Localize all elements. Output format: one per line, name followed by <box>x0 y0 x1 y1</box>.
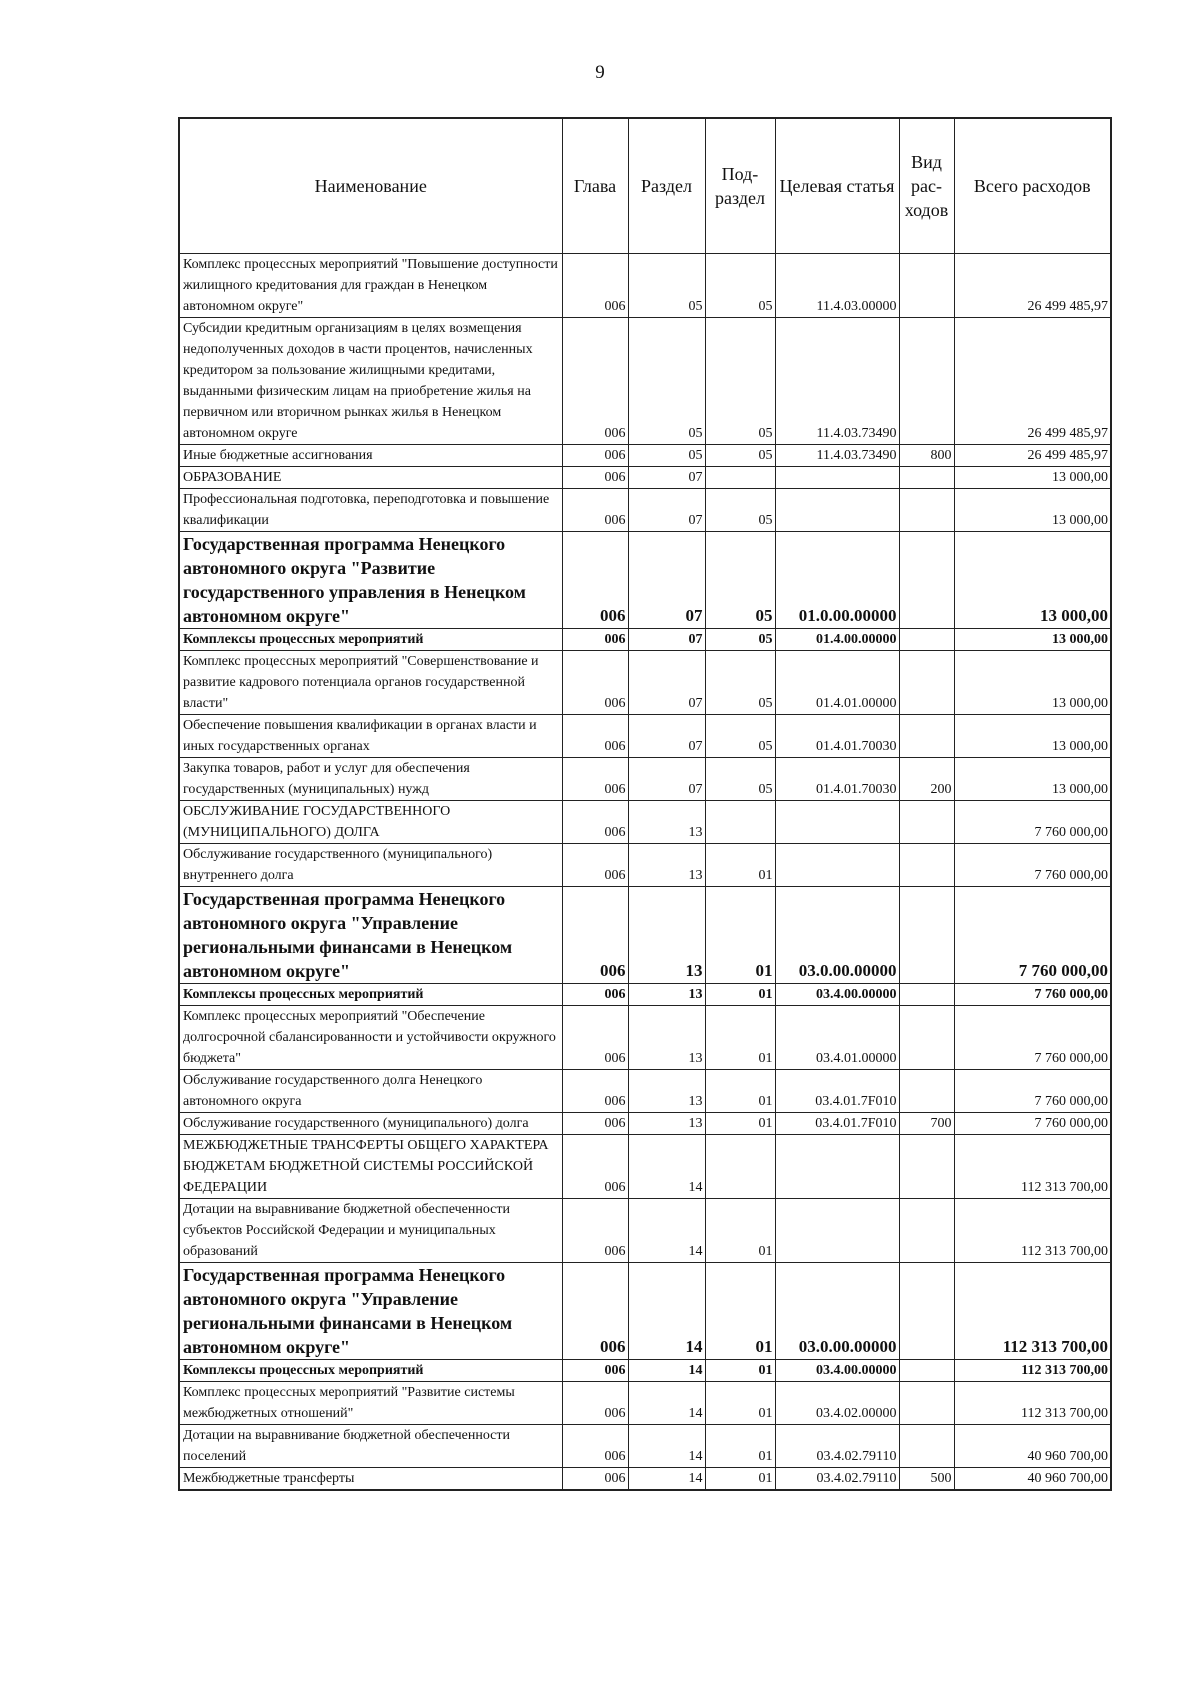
cell-total: 26 499 485,97 <box>954 445 1111 467</box>
cell-tselevaya: 03.4.02.00000 <box>775 1382 899 1425</box>
cell-glava: 006 <box>562 1263 628 1360</box>
col-header-vid: Вид рас-ходов <box>899 118 954 254</box>
cell-total: 13 000,00 <box>954 758 1111 801</box>
cell-name: Государственная программа Ненецкого автономного округа "Управление региональными финансами в Ненецком автономном округе" <box>179 1263 562 1360</box>
cell-total: 13 000,00 <box>954 629 1111 651</box>
cell-glava: 006 <box>562 445 628 467</box>
cell-tselevaya: 03.4.00.00000 <box>775 984 899 1006</box>
cell-razdel: 13 <box>628 1113 705 1135</box>
cell-vid <box>899 887 954 984</box>
cell-total: 13 000,00 <box>954 467 1111 489</box>
cell-podrazdel <box>705 467 775 489</box>
cell-name: Обеспечение повышения квалификации в органах власти и иных государственных органах <box>179 715 562 758</box>
cell-total: 7 760 000,00 <box>954 887 1111 984</box>
cell-vid <box>899 844 954 887</box>
cell-glava: 006 <box>562 1199 628 1263</box>
cell-tselevaya: 03.4.01.00000 <box>775 1006 899 1070</box>
cell-vid <box>899 1425 954 1468</box>
table-row <box>179 1360 1111 1382</box>
cell-razdel: 07 <box>628 758 705 801</box>
cell-vid <box>899 1070 954 1113</box>
cell-podrazdel: 01 <box>705 1360 775 1382</box>
table-row <box>179 801 1111 844</box>
col-header-tselevaya: Целевая статья <box>775 118 899 254</box>
cell-name: Комплексы процессных мероприятий <box>179 1360 562 1382</box>
cell-tselevaya: 01.0.00.00000 <box>775 532 899 629</box>
cell-podrazdel: 01 <box>705 1070 775 1113</box>
cell-glava: 006 <box>562 254 628 318</box>
cell-razdel: 13 <box>628 844 705 887</box>
cell-name: Дотации на выравнивание бюджетной обеспеченности субъектов Российской Федерации и муниципальных образований <box>179 1199 562 1263</box>
cell-tselevaya <box>775 1135 899 1199</box>
cell-tselevaya <box>775 1199 899 1263</box>
cell-vid <box>899 984 954 1006</box>
cell-name: ОБРАЗОВАНИЕ <box>179 467 562 489</box>
table-row <box>179 489 1111 532</box>
table-row <box>179 651 1111 715</box>
cell-glava: 006 <box>562 984 628 1006</box>
cell-razdel: 14 <box>628 1263 705 1360</box>
cell-total: 13 000,00 <box>954 715 1111 758</box>
table-row <box>179 1468 1111 1491</box>
cell-tselevaya: 01.4.01.00000 <box>775 651 899 715</box>
cell-total: 112 313 700,00 <box>954 1382 1111 1425</box>
cell-razdel: 14 <box>628 1425 705 1468</box>
cell-name: Комплекс процессных мероприятий "Повышение доступности жилищного кредитования для граждан в Ненецком автономном округе" <box>179 254 562 318</box>
cell-glava: 006 <box>562 467 628 489</box>
cell-podrazdel: 01 <box>705 1425 775 1468</box>
cell-razdel: 05 <box>628 318 705 445</box>
cell-name: Профессиональная подготовка, переподготовка и повышение квалификации <box>179 489 562 532</box>
cell-glava: 006 <box>562 801 628 844</box>
cell-vid: 800 <box>899 445 954 467</box>
cell-tselevaya <box>775 844 899 887</box>
cell-tselevaya: 03.0.00.00000 <box>775 1263 899 1360</box>
cell-razdel: 07 <box>628 629 705 651</box>
table-row <box>179 1006 1111 1070</box>
cell-total: 7 760 000,00 <box>954 844 1111 887</box>
cell-vid <box>899 1006 954 1070</box>
cell-razdel: 14 <box>628 1360 705 1382</box>
cell-tselevaya: 11.4.03.73490 <box>775 445 899 467</box>
cell-name: Субсидии кредитным организациям в целях возмещения недополученных доходов в части процентов, начисленных кредитором за пользование жилищными кредитами, выданными физическим лицам на приобретение жилья на первичном или вторичном рынках жилья в Ненецком автономном округе <box>179 318 562 445</box>
cell-vid <box>899 1360 954 1382</box>
cell-total: 40 960 700,00 <box>954 1425 1111 1468</box>
cell-razdel: 13 <box>628 801 705 844</box>
cell-glava: 006 <box>562 844 628 887</box>
table-row <box>179 984 1111 1006</box>
table-row <box>179 844 1111 887</box>
cell-podrazdel: 05 <box>705 489 775 532</box>
cell-podrazdel: 05 <box>705 445 775 467</box>
table-row <box>179 532 1111 629</box>
table-body <box>179 254 1111 1491</box>
cell-podrazdel: 01 <box>705 1468 775 1491</box>
table-row <box>179 1382 1111 1425</box>
cell-name: Комплексы процессных мероприятий <box>179 984 562 1006</box>
cell-tselevaya <box>775 489 899 532</box>
table-row <box>179 467 1111 489</box>
cell-glava: 006 <box>562 1113 628 1135</box>
table-row <box>179 1070 1111 1113</box>
table-header-row <box>179 118 1111 254</box>
cell-podrazdel: 01 <box>705 887 775 984</box>
cell-tselevaya: 03.4.02.79110 <box>775 1425 899 1468</box>
cell-razdel: 14 <box>628 1382 705 1425</box>
cell-tselevaya: 03.4.02.79110 <box>775 1468 899 1491</box>
cell-glava: 006 <box>562 1135 628 1199</box>
cell-vid: 500 <box>899 1468 954 1491</box>
cell-podrazdel: 01 <box>705 844 775 887</box>
cell-podrazdel: 01 <box>705 984 775 1006</box>
table-row <box>179 629 1111 651</box>
cell-glava: 006 <box>562 1468 628 1491</box>
cell-total: 7 760 000,00 <box>954 801 1111 844</box>
cell-vid <box>899 1263 954 1360</box>
cell-razdel: 13 <box>628 984 705 1006</box>
cell-podrazdel: 05 <box>705 254 775 318</box>
col-header-name: Наименование <box>179 118 562 254</box>
cell-name: Государственная программа Ненецкого автономного округа "Развитие государственного управления в Ненецком автономном округе" <box>179 532 562 629</box>
cell-podrazdel: 05 <box>705 318 775 445</box>
cell-glava: 006 <box>562 489 628 532</box>
cell-total: 26 499 485,97 <box>954 254 1111 318</box>
cell-glava: 006 <box>562 715 628 758</box>
table-row <box>179 1199 1111 1263</box>
cell-total: 26 499 485,97 <box>954 318 1111 445</box>
cell-glava: 006 <box>562 887 628 984</box>
cell-tselevaya: 03.4.01.7F010 <box>775 1070 899 1113</box>
cell-name: МЕЖБЮДЖЕТНЫЕ ТРАНСФЕРТЫ ОБЩЕГО ХАРАКТЕРА БЮДЖЕТАМ БЮДЖЕТНОЙ СИСТЕМЫ РОССИЙСКОЙ ФЕДЕРАЦИИ <box>179 1135 562 1199</box>
cell-tselevaya: 11.4.03.00000 <box>775 254 899 318</box>
cell-tselevaya: 11.4.03.73490 <box>775 318 899 445</box>
cell-name: Иные бюджетные ассигнования <box>179 445 562 467</box>
cell-name: Государственная программа Ненецкого автономного округа "Управление региональными финансами в Ненецком автономном округе" <box>179 887 562 984</box>
cell-vid: 700 <box>899 1113 954 1135</box>
cell-total: 112 313 700,00 <box>954 1360 1111 1382</box>
cell-podrazdel: 01 <box>705 1113 775 1135</box>
cell-total: 112 313 700,00 <box>954 1199 1111 1263</box>
col-header-total: Всего расходов <box>954 118 1111 254</box>
cell-podrazdel: 05 <box>705 651 775 715</box>
cell-vid <box>899 801 954 844</box>
cell-glava: 006 <box>562 1382 628 1425</box>
cell-name: Обслуживание государственного (муниципального) внутреннего долга <box>179 844 562 887</box>
cell-total: 13 000,00 <box>954 489 1111 532</box>
cell-glava: 006 <box>562 318 628 445</box>
cell-total: 7 760 000,00 <box>954 984 1111 1006</box>
cell-name: Закупка товаров, работ и услуг для обеспечения государственных (муниципальных) нужд <box>179 758 562 801</box>
cell-podrazdel: 01 <box>705 1382 775 1425</box>
cell-razdel: 05 <box>628 254 705 318</box>
cell-vid <box>899 1382 954 1425</box>
cell-total: 13 000,00 <box>954 651 1111 715</box>
cell-tselevaya <box>775 801 899 844</box>
table-row <box>179 254 1111 318</box>
cell-vid <box>899 715 954 758</box>
table-row <box>179 715 1111 758</box>
cell-tselevaya: 01.4.01.70030 <box>775 715 899 758</box>
cell-vid <box>899 318 954 445</box>
cell-total: 7 760 000,00 <box>954 1006 1111 1070</box>
col-header-razdel: Раздел <box>628 118 705 254</box>
table-row <box>179 1135 1111 1199</box>
cell-vid <box>899 1199 954 1263</box>
cell-vid: 200 <box>899 758 954 801</box>
table-row <box>179 445 1111 467</box>
cell-tselevaya: 01.4.01.70030 <box>775 758 899 801</box>
cell-razdel: 05 <box>628 445 705 467</box>
col-header-glava: Глава <box>562 118 628 254</box>
cell-podrazdel: 01 <box>705 1199 775 1263</box>
cell-vid <box>899 532 954 629</box>
col-header-podrazdel: Под-раздел <box>705 118 775 254</box>
page-number: 9 <box>595 62 605 83</box>
cell-razdel: 14 <box>628 1135 705 1199</box>
cell-name: Межбюджетные трансферты <box>179 1468 562 1491</box>
cell-tselevaya: 03.4.00.00000 <box>775 1360 899 1382</box>
cell-razdel: 07 <box>628 532 705 629</box>
cell-glava: 006 <box>562 1360 628 1382</box>
cell-vid <box>899 254 954 318</box>
cell-razdel: 07 <box>628 715 705 758</box>
cell-razdel: 07 <box>628 651 705 715</box>
cell-name: Обслуживание государственного долга Ненецкого автономного округа <box>179 1070 562 1113</box>
cell-razdel: 14 <box>628 1199 705 1263</box>
cell-vid <box>899 629 954 651</box>
cell-vid <box>899 1135 954 1199</box>
cell-tselevaya: 03.4.01.7F010 <box>775 1113 899 1135</box>
cell-total: 40 960 700,00 <box>954 1468 1111 1491</box>
table-row <box>179 1425 1111 1468</box>
cell-glava: 006 <box>562 532 628 629</box>
cell-razdel: 13 <box>628 1070 705 1113</box>
cell-name: Дотации на выравнивание бюджетной обеспеченности поселений <box>179 1425 562 1468</box>
cell-tselevaya <box>775 467 899 489</box>
cell-name: Обслуживание государственного (муниципального) долга <box>179 1113 562 1135</box>
cell-vid <box>899 651 954 715</box>
table-row <box>179 1113 1111 1135</box>
cell-name: Комплексы процессных мероприятий <box>179 629 562 651</box>
cell-podrazdel: 05 <box>705 758 775 801</box>
cell-tselevaya: 01.4.00.00000 <box>775 629 899 651</box>
cell-glava: 006 <box>562 629 628 651</box>
cell-name: Комплекс процессных мероприятий "Совершенствование и развитие кадрового потенциала органов государственной власти" <box>179 651 562 715</box>
cell-razdel: 07 <box>628 489 705 532</box>
cell-podrazdel <box>705 1135 775 1199</box>
cell-total: 7 760 000,00 <box>954 1070 1111 1113</box>
cell-podrazdel <box>705 801 775 844</box>
cell-podrazdel: 01 <box>705 1263 775 1360</box>
cell-total: 13 000,00 <box>954 532 1111 629</box>
cell-glava: 006 <box>562 1425 628 1468</box>
cell-vid <box>899 467 954 489</box>
cell-razdel: 13 <box>628 887 705 984</box>
cell-razdel: 13 <box>628 1006 705 1070</box>
cell-glava: 006 <box>562 651 628 715</box>
cell-name: Комплекс процессных мероприятий "Обеспечение долгосрочной сбалансированности и устойчивости окружного бюджета" <box>179 1006 562 1070</box>
table-row <box>179 318 1111 445</box>
cell-name: Комплекс процессных мероприятий "Развитие системы межбюджетных отношений" <box>179 1382 562 1425</box>
cell-razdel: 14 <box>628 1468 705 1491</box>
cell-name: ОБСЛУЖИВАНИЕ ГОСУДАРСТВЕННОГО (МУНИЦИПАЛЬНОГО) ДОЛГА <box>179 801 562 844</box>
cell-podrazdel: 01 <box>705 1006 775 1070</box>
cell-total: 112 313 700,00 <box>954 1263 1111 1360</box>
budget-table <box>178 117 1112 1491</box>
table-row <box>179 1263 1111 1360</box>
cell-total: 112 313 700,00 <box>954 1135 1111 1199</box>
table-row <box>179 758 1111 801</box>
cell-vid <box>899 489 954 532</box>
cell-podrazdel: 05 <box>705 532 775 629</box>
cell-razdel: 07 <box>628 467 705 489</box>
cell-glava: 006 <box>562 1006 628 1070</box>
cell-podrazdel: 05 <box>705 715 775 758</box>
cell-podrazdel: 05 <box>705 629 775 651</box>
cell-total: 7 760 000,00 <box>954 1113 1111 1135</box>
cell-tselevaya: 03.0.00.00000 <box>775 887 899 984</box>
cell-glava: 006 <box>562 758 628 801</box>
table-row <box>179 887 1111 984</box>
cell-glava: 006 <box>562 1070 628 1113</box>
